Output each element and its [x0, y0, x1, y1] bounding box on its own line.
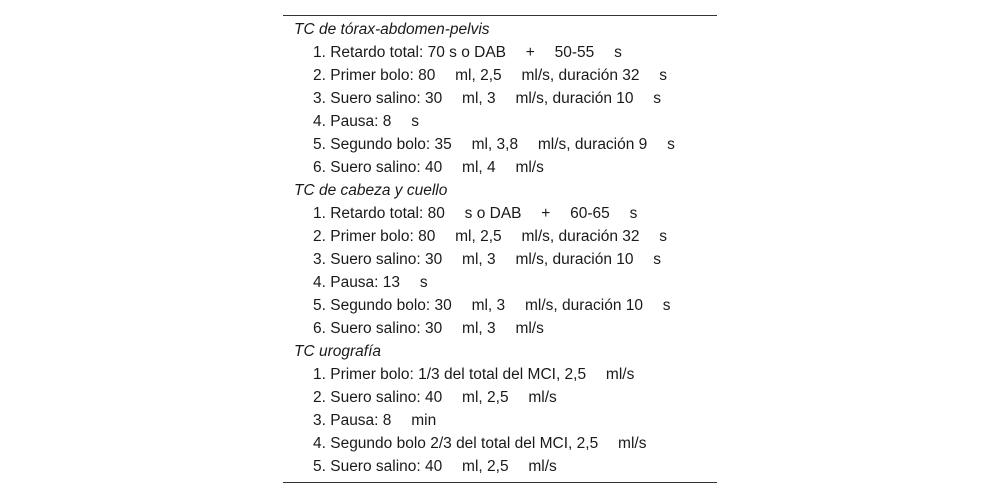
step-item: 2. Primer bolo: 80 ml, 2,5 ml/s, duración 32 s	[313, 67, 668, 84]
step-item: 5. Suero salino: 40 ml, 2,5 ml/s	[313, 458, 557, 475]
section-title: TC urografía	[294, 343, 382, 360]
step-item: 1. Retardo total: 70 s o DAB + 50-55 s	[313, 44, 622, 61]
step-item: 5. Segundo bolo: 35 ml, 3,8 ml/s, duración 9 s	[313, 136, 675, 153]
step-item: 4. Pausa: 13 s	[313, 274, 428, 291]
section-title: TC de cabeza y cuello	[294, 182, 448, 199]
step-item: 4. Segundo bolo 2/3 del total del MCI, 2,5 ml/s	[313, 435, 647, 452]
step-item: 2. Suero salino: 40 ml, 2,5 ml/s	[313, 389, 557, 406]
step-item: 1. Retardo total: 80 s o DAB + 60-65 s	[313, 205, 638, 222]
step-item: 3. Pausa: 8 min	[313, 412, 437, 429]
step-item: 6. Suero salino: 40 ml, 4 ml/s	[313, 159, 544, 176]
step-item: 3. Suero salino: 30 ml, 3 ml/s, duración 10 s	[313, 90, 662, 107]
section-cabeza-cuello	[283, 179, 717, 340]
section-torax-abdomen-pelvis	[283, 18, 717, 179]
step-item: 4. Pausa: 8 s	[313, 113, 419, 130]
step-item: 5. Segundo bolo: 30 ml, 3 ml/s, duración 10 s	[313, 297, 671, 314]
section-urografia	[283, 340, 717, 478]
protocol-table	[283, 15, 717, 483]
section-title: TC de tórax-abdomen-pelvis	[294, 21, 490, 38]
step-item: 3. Suero salino: 30 ml, 3 ml/s, duración 10 s	[313, 251, 662, 268]
step-item: 6. Suero salino: 30 ml, 3 ml/s	[313, 320, 544, 337]
step-item: 1. Primer bolo: 1/3 del total del MCI, 2,5 ml/s	[313, 366, 635, 383]
step-item: 2. Primer bolo: 80 ml, 2,5 ml/s, duración 32 s	[313, 228, 668, 245]
